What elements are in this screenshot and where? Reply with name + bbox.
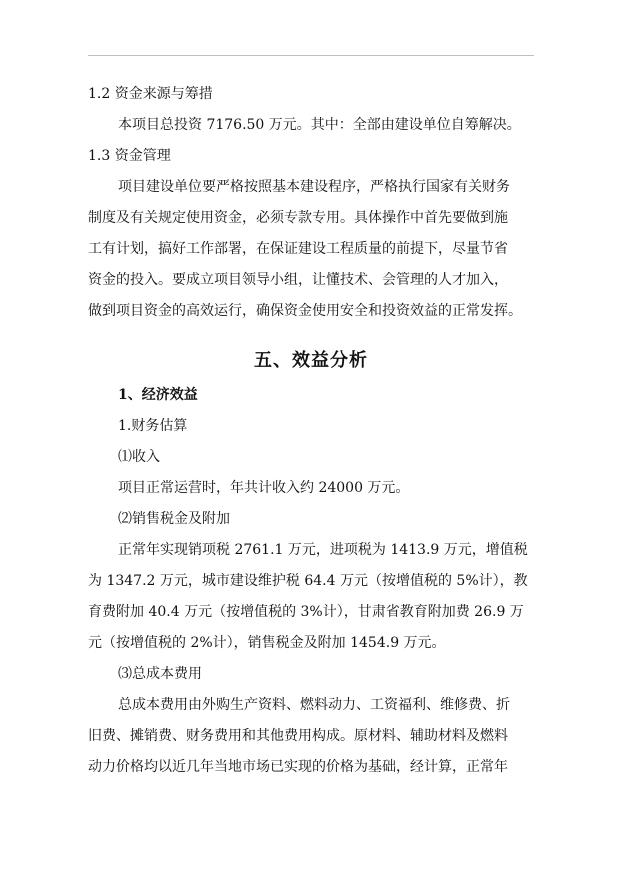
paragraph-line: 育费附加 40.4 万元（按增值税的 3%计），甘肃省教育附加费 26.9 万 bbox=[88, 604, 524, 620]
paragraph-line: 工有计划，搞好工作部署，在保证建设工程质量的前提下，尽量节省 bbox=[88, 241, 508, 257]
financial-estimate-heading: 1.财务估算 bbox=[118, 418, 188, 434]
header-rule bbox=[88, 55, 534, 56]
sales-tax-heading: ⑵销售税金及附加 bbox=[118, 511, 230, 527]
paragraph-line: 总成本费用由外购生产资料、燃料动力、工资福利、维修费、折 bbox=[118, 697, 510, 713]
paragraph-line: 做到项目资金的高效运行，确保资金使用安全和投资效益的正常发挥。 bbox=[88, 303, 522, 319]
paragraph-line: 正常年实现销项税 2761.1 万元，进项税为 1413.9 万元，增值税 bbox=[118, 542, 528, 558]
paragraph-line: 项目建设单位要严格按照基本建设程序，严格执行国家有关财务 bbox=[118, 179, 510, 195]
economic-benefit-heading: 1、经济效益 bbox=[118, 387, 198, 403]
income-heading: ⑴收入 bbox=[118, 449, 160, 465]
paragraph-line: 元（按增值税的 2%计），销售税金及附加 1454.9 万元。 bbox=[88, 635, 446, 651]
paragraph-line: 本项目总投资 7176.50 万元。其中：全部由建设单位自筹解决。 bbox=[118, 117, 521, 133]
paragraph-line: 动力价格均以近几年当地市场已实现的价格为基础，经计算，正常年 bbox=[88, 759, 508, 775]
chapter-title: 五、效益分析 bbox=[254, 350, 368, 371]
section-heading-fund-management: 1.3 资金管理 bbox=[88, 148, 171, 164]
section-heading-funding-source: 1.2 资金来源与筹措 bbox=[88, 86, 213, 102]
document-body bbox=[88, 79, 534, 783]
paragraph-line: 项目正常运营时，年共计收入约 24000 万元。 bbox=[118, 480, 410, 496]
paragraph-line: 为 1347.2 万元，城市建设维护税 64.4 万元（按增值税的 5%计），教 bbox=[88, 573, 528, 589]
paragraph-line: 资金的投入。要成立项目领导小组，让懂技术、会管理的人才加入， bbox=[88, 272, 508, 288]
paragraph-line: 旧费、摊销费、财务费用和其他费用构成。原材料、辅助材料及燃料 bbox=[88, 728, 508, 744]
total-cost-heading: ⑶总成本费用 bbox=[118, 666, 202, 682]
paragraph-line: 制度及有关规定使用资金，必须专款专用。具体操作中首先要做到施 bbox=[88, 210, 508, 226]
